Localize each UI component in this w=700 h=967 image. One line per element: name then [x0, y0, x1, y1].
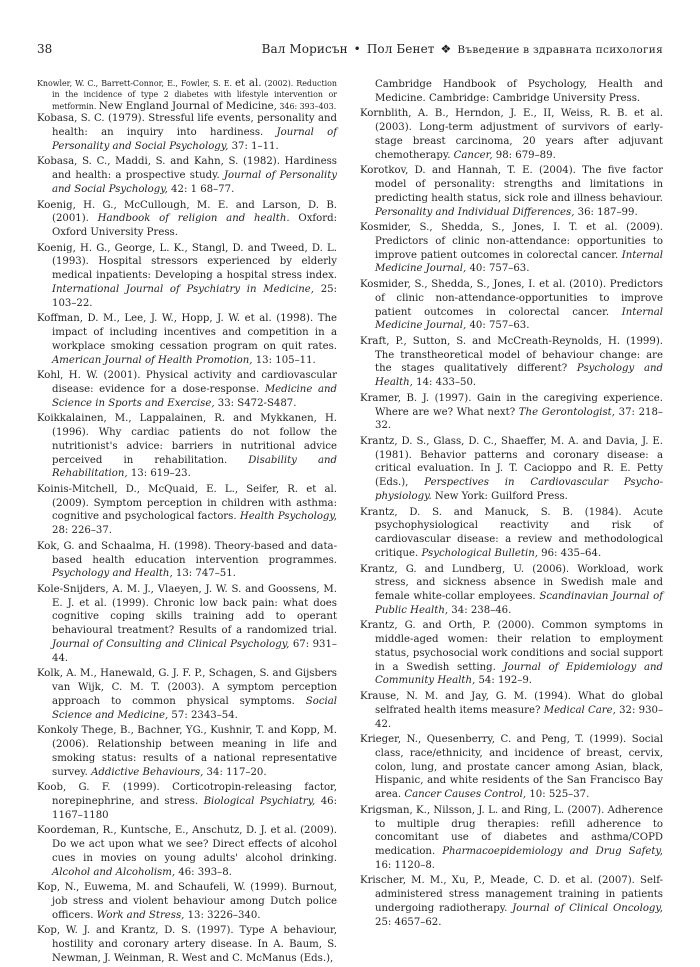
- reference-text: Kosmider, S., Shedda, S., Jones, I. et al. (2010). Predictors of clinic non-attendance-opportunities to improve patient outcomes in colorectal cancer.: [360, 279, 663, 318]
- reference-details: 46: 393–8.: [175, 866, 232, 878]
- reference-source: Journal of Clinical Oncology,: [512, 902, 663, 914]
- reference-text: Koob, G. F. (1999). Corticotropin-releasing factor, norepinephrine, and stress.: [37, 782, 337, 807]
- reference-details: 16: 1120–8.: [375, 859, 436, 871]
- reference-details: 14: 433–50.: [412, 377, 477, 389]
- reference-source: The Gerontologist,: [518, 406, 615, 418]
- reference-details: 98: 679–89.: [492, 149, 556, 161]
- reference-entry: [360, 221, 663, 276]
- author-1: Вал Морисън: [261, 42, 348, 56]
- right-column: [360, 78, 663, 931]
- reference-details: 33: S472-S487.: [214, 397, 297, 409]
- reference-source: Scandinavian Journal of Public Health,: [375, 591, 663, 616]
- reference-source: Journal of Personality and Social Psychology,: [52, 170, 337, 195]
- reference-source: Work and Stress,: [96, 909, 185, 921]
- reference-text: Koenig, H. G., McCullough, M. E. and Larson, D. B. (2001).: [37, 199, 337, 225]
- reference-text: Krischer, M. M., Xu, P., Meade, C. D. et al. (2007). Self-administered stress management training in patients undergoing radiotherapy.: [360, 875, 663, 914]
- reference-source: Psychology and Health,: [52, 568, 173, 580]
- left-reference-list: [37, 112, 337, 965]
- reference-text: Kop, N., Euwema, M. and Schaufeli, W. (1999). Burnout, job stress and violent behaviour among Dutch police officers.: [37, 882, 337, 921]
- reference-source: Perspectives in Cardiovascular Psycho-physiology.: [375, 477, 663, 502]
- reference-knowler: Knowler, W. C., Barrett-Connor, E., Fowler, S. E. et al. (2002). Reduction in the incidence of type 2 diabetes with lifestyle intervention or metformin. New England Journal of Medicine, 346: 393–403.: [37, 78, 338, 112]
- reference-entry: [360, 392, 663, 433]
- reference-details: 40: 757–63.: [466, 320, 530, 332]
- reference-source: Journal of Personality and Social Psychology,: [52, 126, 337, 152]
- reference-details: 36: 187–99.: [574, 206, 638, 218]
- reference-source: International Journal of Psychiatry in Medicine,: [52, 283, 314, 295]
- reference-entry: [37, 483, 337, 538]
- reference-text: Koordeman, R., Kuntsche, E., Anschutz, D. J. et al. (2009). Do we act upon what we see? Direct effects of alcohol cues in movies on young adults' alcohol drinking.: [37, 825, 337, 864]
- page-number: 38: [37, 42, 53, 56]
- reference-entry: [37, 924, 337, 965]
- reference-source: American Journal of Health Promotion,: [52, 354, 253, 366]
- reference-details: New York: Guilford Press.: [431, 490, 568, 502]
- reference-entry: [37, 112, 337, 153]
- reference-entry: [360, 804, 663, 873]
- reference-details: 67: 931–44.: [52, 638, 337, 664]
- reference-entry: [360, 335, 663, 390]
- reference-details: 40: 757–63.: [466, 263, 530, 275]
- reference-details: 25: 103–22.: [52, 283, 338, 309]
- reference-text: Kobasa, S. C. (1979). Stressful life events, personality and health: an inquiry into hardiness.: [37, 113, 337, 138]
- reference-text: Krantz, D. S., Glass, D. C., Shaeffer, M. A. and Davia, J. E. (1981). Behavior patterns and coronary disease: a critical evaluation. In J. T. Cacioppo and R. E. Petty (Eds.),: [360, 435, 663, 489]
- reference-details: 13: 3226–340.: [184, 909, 261, 921]
- reference-details: 32: 930–42.: [375, 704, 664, 730]
- left-column: [37, 78, 337, 967]
- reference-text: Koffman, D. M., Lee, J. W., Hopp, J. W. et al. (1998). The impact of including incentives and competition in a workplace smoking cessation program on quit rates.: [37, 313, 337, 352]
- reference-source: Psychology and Health,: [375, 363, 663, 389]
- reference-source: Biological Psychiatry,: [203, 795, 316, 807]
- reference-entry: [360, 506, 663, 561]
- reference-text: Kolk, A. M., Hanewald, G. J. F. P., Schagen, S. and Gijsbers van Wijk, C. M. T. (2003). A symptom perception approach to common physical symptoms.: [37, 668, 337, 707]
- reference-source: Journal of Epidemiology and Community Health,: [375, 661, 663, 687]
- reference-details: 34: 117–20.: [203, 766, 267, 778]
- reference-source: Health Psychology,: [239, 511, 338, 523]
- reference-text: Krantz, G. and Lundberg, U. (2006). Workload, work stress, and sickness absence in Swedish male and female white-collar employees.: [360, 563, 663, 603]
- reference-text: Kole-Snijders, A. M. J., Vlaeyen, J. W. S. and Goossens, M. E. J. et al. (1999). Chronic low back pain: what does cognitive coping skills training add to operant behavioural treatment? Results of a randomized trial.: [37, 583, 337, 637]
- reference-entry: [360, 164, 663, 219]
- book-title: Въведение в здравната психология: [457, 44, 663, 56]
- reference-source: Internal Medicine Journal,: [375, 306, 663, 332]
- reference-details: 25: 4657–62.: [375, 916, 442, 928]
- reference-text: Kok, G. and Schaalma, H. (1998). Theory-based and data-based health education intervention programmes.: [37, 540, 337, 566]
- reference-continuation: Cambridge Handbook of Psychology, Health and Medicine. Cambridge: Cambridge University Press.: [375, 79, 663, 104]
- bullet-separator: •: [353, 42, 361, 56]
- reference-source: Journal of Consulting and Clinical Psychology,: [52, 638, 290, 650]
- reference-details: 37: 1–11.: [228, 140, 279, 152]
- reference-text: Kobasa, S. C., Maddi, S. and Kahn, S. (1982). Hardiness and health: a prospective study.: [37, 156, 337, 182]
- reference-details: 96: 435–64.: [537, 547, 602, 559]
- reference-entry: [37, 824, 337, 879]
- reference-entry: [360, 619, 663, 688]
- reference-source: Handbook of religion and health.: [97, 213, 290, 225]
- reference-text: Kraft, P., Sutton, S. and McCreath-Reynolds, H. (1999). The transtheoretical model of behaviour change: are the stages qualitatively different?: [360, 335, 663, 375]
- reference-details: 13: 619–23.: [127, 468, 191, 480]
- reference-details: 10: 525–37.: [526, 789, 590, 801]
- reference-details: 13: 747–51.: [172, 568, 236, 580]
- reference-entry: [37, 369, 337, 410]
- right-reference-list: [360, 107, 663, 929]
- reference-source: Alcohol and Alcoholism,: [52, 866, 176, 878]
- reference-text: Korotkov, D. and Hannah, T. E. (2004). The five factor model of personality: strengths and limitations in predicting health status, sick role and illness behaviour.: [360, 165, 663, 204]
- reference-entry: [37, 583, 337, 666]
- reference-text: Krantz, G. and Orth, P. (2000). Common symptoms in middle-aged women: their relation to employment status, psychosocial work conditions and social support in a Swedish setting.: [360, 620, 663, 673]
- author-2: Пол Бенет: [366, 42, 435, 56]
- reference-source: Addictive Behaviours,: [91, 766, 204, 778]
- reference-source: Personality and Individual Differences,: [375, 206, 575, 218]
- reference-entry: [37, 667, 337, 722]
- reference-text: Konkoly Thege, B., Bachner, YG., Kushnir, T. and Kopp, M. (2006). Relationship between meaning in life and smoking status: results of a national representative survey.: [37, 725, 337, 778]
- reference-details: 28: 226–37.: [52, 525, 113, 537]
- reference-details: Oxford: Oxford University Press.: [52, 213, 337, 238]
- reference-entry: [360, 563, 663, 618]
- reference-text: Kosmider, S., Shedda, S., Jones, I. T. et al. (2009). Predictors of clinic non-attendance: opportunities to improve patient outcomes in colorectal cancer.: [360, 222, 663, 261]
- reference-source: Psychological Bulletin,: [421, 547, 538, 559]
- reference-entry: [37, 412, 337, 481]
- reference-text: Krieger, N., Quesenberry, C. and Peng, T. (1999). Social class, race/ethnicity, and incidence of breast, cervix, colon, lung, and prostate cancer among Asian, black, Hispanic, and white residents of the San Francisco Bay area.: [360, 734, 663, 801]
- reference-text: Kramer, B. J. (1997). Gain in the caregiving experience. Where are we? What next?: [360, 392, 663, 418]
- reference-source: Social Science and Medicine,: [52, 695, 337, 721]
- reference-text: Koinis-Mitchell, D., McQuaid, E. L., Seifer, R. et al. (2009). Symptom perception in children with asthma: cognitive and psychological factors.: [37, 483, 337, 523]
- reference-entry: [37, 781, 337, 822]
- reference-entry: [360, 435, 663, 504]
- reference-details: 13: 105–11.: [252, 354, 316, 366]
- header-title: [262, 40, 663, 59]
- reference-details: 46: 1167–1180: [52, 795, 337, 821]
- reference-details: 34: 238–46.: [448, 604, 512, 616]
- reference-text: Kornblith, A. B., Herndon, J. E., II, Weiss, R. B. et al. (2003). Long-term adjustment of survivors of early-stage breast carcinoma, 20 years after adjuvant chemotherapy.: [360, 108, 663, 161]
- reference-text: Krantz, D. S. and Manuck, S. B. (1984). Acute psychophysiological reactivity and risk of cardiovascular disease: a review and methodological critique.: [360, 506, 663, 559]
- reference-entry: [37, 724, 337, 779]
- reference-entry: [37, 312, 337, 367]
- reference-entry: [37, 155, 337, 196]
- reference-text: Krigsman, K., Nilsson, J. L. and Ring, L. (2007). Adherence to multiple drug therapies: refill adherence to concomitant use of diabetes and asthma/COPD medication.: [360, 804, 663, 858]
- reference-details: 37: 218–32.: [375, 406, 663, 432]
- diamond-ornament-icon: ❖: [440, 42, 452, 56]
- running-header: [37, 40, 663, 58]
- reference-text: Kop, W. J. and Krantz, D. S. (1997). Type A behaviour, hostility and coronary artery disease. In A. Baum, S. Newman, J. Weinman, R. West and C. McManus (Eds.),: [37, 925, 337, 964]
- reference-entry: [37, 199, 337, 240]
- reference-entry: [37, 540, 337, 581]
- reference-entry: [360, 278, 663, 333]
- reference-source: Pharmacoepidemiology and Drug Safety,: [442, 846, 663, 858]
- reference-source: Medical Care,: [543, 704, 616, 716]
- reference-source: Cancer Causes Control,: [404, 789, 527, 801]
- reference-details: 57: 2343–54.: [168, 709, 238, 721]
- reference-entry: [37, 881, 337, 922]
- reference-details: 54: 192–9.: [475, 675, 533, 687]
- reference-text: Kohl, H. W. (2001). Physical activity and cardiovascular disease: evidence for a dose-response.: [37, 370, 337, 395]
- reference-text: Krause, N. M. and Jay, G. M. (1994). What do global selfrated health items measure?: [360, 691, 663, 716]
- reference-source: Disability and Rehabilitation,: [52, 454, 337, 480]
- reference-details: 42: 1 68–77.: [167, 183, 235, 195]
- reference-entry: [360, 690, 663, 731]
- reference-entry: [360, 107, 663, 162]
- reference-text: Koenig, H. G., George, L. K., Stangl, D. and Tweed, D. L. (1993). Hospital stressors experienced by elderly medical inpatients: Developing a hospital stress index.: [37, 242, 337, 282]
- reference-entry: [360, 733, 663, 802]
- reference-entry: [360, 874, 663, 929]
- reference-source: Internal Medicine Journal,: [375, 249, 663, 275]
- reference-text: Koikkalainen, M., Lappalainen, R. and Mykkanen, H. (1996). Why cardiac patients do not follow the nutritionist's advice: barriers in nutritional advice perceived in rehabilitation.: [37, 413, 337, 466]
- reference-source: Medicine and Science in Sports and Exercise,: [52, 383, 337, 409]
- reference-source: Cancer,: [453, 149, 493, 161]
- reference-entry: [37, 242, 337, 311]
